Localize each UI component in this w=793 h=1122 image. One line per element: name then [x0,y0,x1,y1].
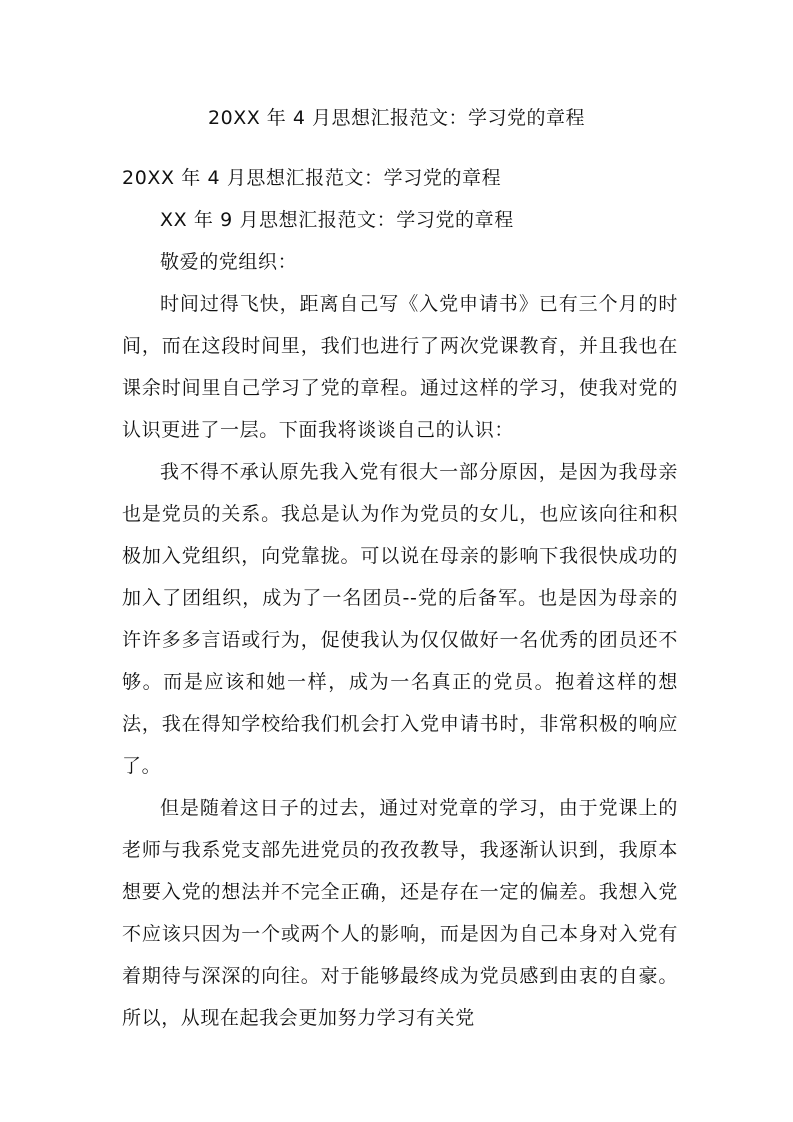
paragraph: 但是随着这日子的过去，通过对党章的学习，由于党课上的老师与我系党支部先进党员的孜孜教导，我逐渐认识到，我原本想要入党的想法并不完全正确，还是存在一定的偏差。我想入党不应该只因为一个或两个人的影响，而是因为自己本身对入党有着期待与深深的向往。对于能够最终成为党员感到由衷的自豪。所以，从现在起我会更加努力学习有关党 [122,797,678,1029]
document-title: 20XX 年 4 月思想汇报范文：学习党的章程 [208,107,585,129]
subheading: XX 年 9 月思想汇报范文：学习党的章程 [160,209,514,231]
paragraph: 时间过得飞快，距离自己写《入党申请书》已有三个月的时间，而在这段时间里，我们也进行了两次党课教育，并且我也在课余时间里自己学习了党的章程。通过这样的学习，使我对党的认识更进了一层。下面我将谈谈自己的认识： [122,293,678,441]
document-body [122,157,678,1039]
heading-repeat: 20XX 年 4 月思想汇报范文：学习党的章程 [122,167,502,189]
paragraph: 我不得不承认原先我入党有很大一部分原因，是因为我母亲也是党员的关系。我总是认为作为党员的女儿，也应该向往和积极加入党组织，向党靠拢。可以说在母亲的影响下我很快成功的加入了团组织，成为了一名团员--党的后备军。也是因为母亲的许许多多言语或行为，促使我认为仅仅做好一名优秀的团员还不够。而是应该和她一样，成为一名真正的党员。抱着这样的想法，我在得知学校给我们机会打入党申请书时，非常积极的响应了。 [122,461,678,777]
salutation: 敬爱的党组织： [160,251,298,273]
